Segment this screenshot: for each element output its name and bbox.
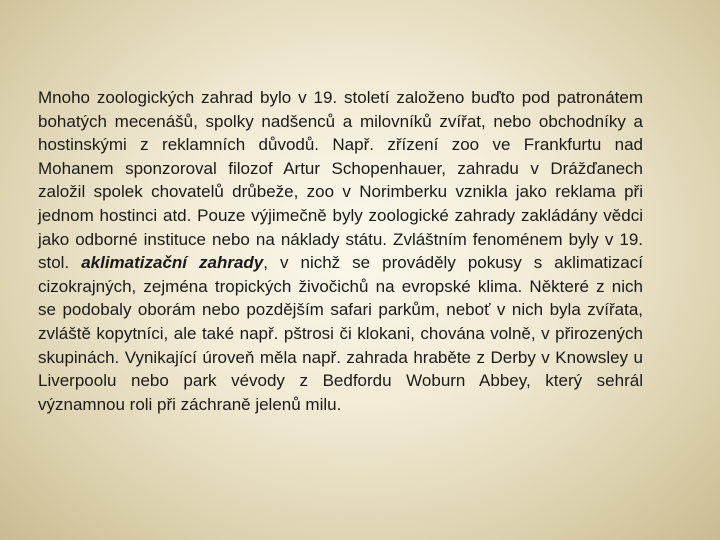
- paragraph-emphasis-term: aklimatizační zahrady: [81, 253, 264, 273]
- paragraph-text-part-2: , v nichž se prováděly pokusy s aklimatizací cizokrajných, zejména tropických živočichů na evropské klima. Některé z nich se podobaly oborám nebo pozdějším safari parkům, neboť v nich byla zvířata, zvláště kopytníci, ale také např. pštrosi či klokani, chována volně, v přirozených skupinách. Vynikající úroveň měla např. zahrada hraběte z Derby v Knowsley u Liverpoolu nebo park vévody z Bedfordu Woburn Abbey, který sehrál významnou roli při záchraně jelenů milu.: [38, 253, 643, 414]
- body-paragraph: [38, 86, 643, 416]
- paragraph-text-part-1: Mnoho zoologických zahrad bylo v 19. století založeno buďto pod patronátem bohatých mecenášů, spolky nadšenců a milovníků zvířat, nebo obchodníky a hostinskými z reklamních důvodů. Např. zřízení zoo ve Frankfurtu nad Mohanem sponzoroval filozof Artur Schopenhauer, zahradu v Drážďanech založil spolek chovatelů drůbeže, zoo v Norimberku vznikla jako reklama při jednom hostinci atd. Pouze výjimečně byly zoologické zahrady zakládány vědci jako odborné instituce nebo na náklady státu. Zvláštním fenoménem byly v 19. stol.: [38, 88, 643, 273]
